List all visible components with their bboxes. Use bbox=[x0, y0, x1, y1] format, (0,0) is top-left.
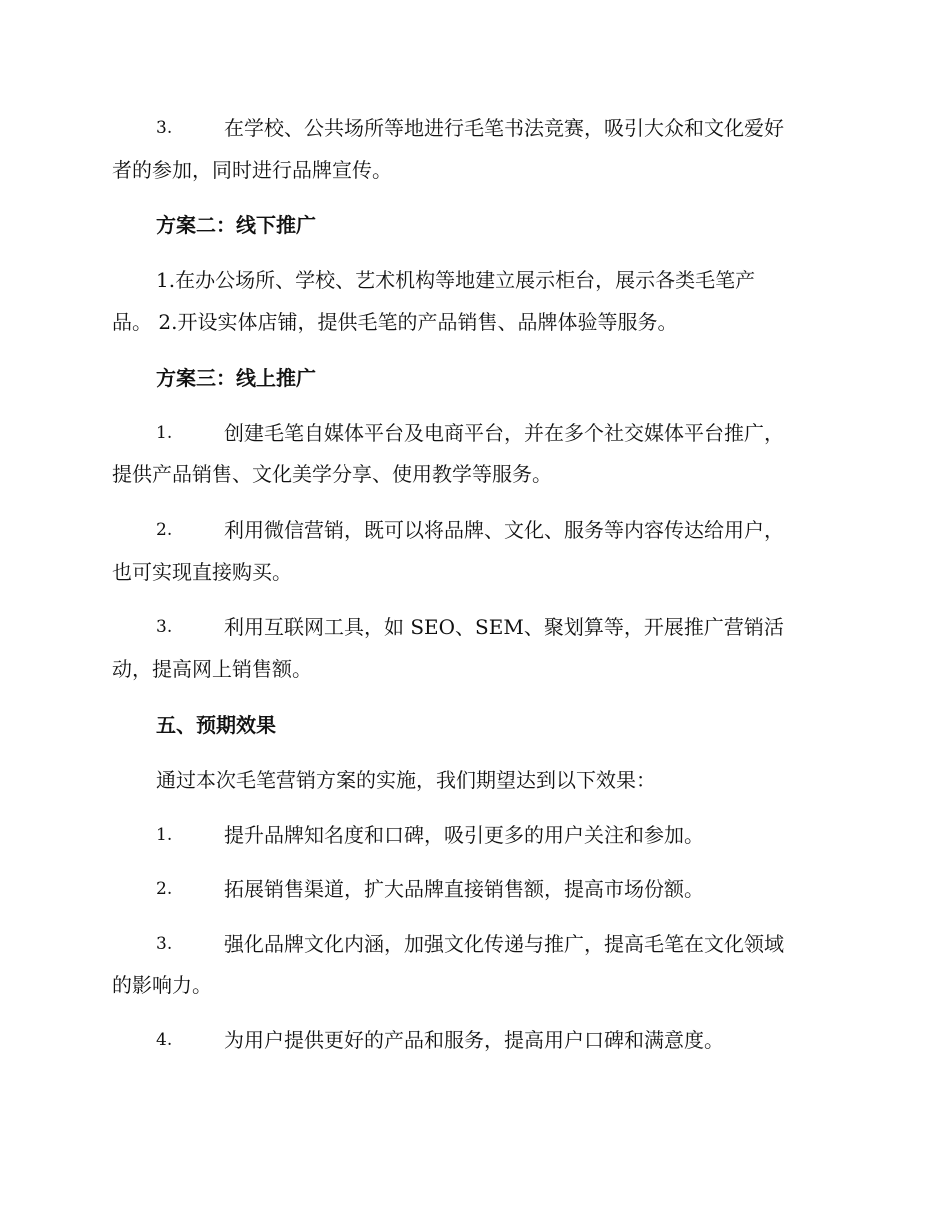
section-heading: 五、预期效果 bbox=[156, 713, 276, 737]
paragraph-line: 1.在办公场所、学校、艺术机构等地建立展示柜台，展示各类毛笔产 bbox=[156, 268, 756, 292]
list-number: 3. bbox=[156, 617, 173, 637]
list-item-text: 拓展销售渠道，扩大品牌直接销售额，提高市场份额。 bbox=[224, 877, 704, 901]
list-number: 2. bbox=[156, 879, 173, 899]
paragraph-line: 利用微信营销，既可以将品牌、文化、服务等内容传达给用户， bbox=[224, 518, 784, 542]
paragraph-line: 也可实现直接购买。 bbox=[112, 560, 292, 584]
section-heading: 方案二：线下推广 bbox=[156, 213, 316, 237]
list-number: 1. bbox=[156, 825, 173, 845]
list-item-text: 为用户提供更好的产品和服务，提高用户口碑和满意度。 bbox=[224, 1028, 724, 1052]
paragraph-line: 在学校、公共场所等地进行毛笔书法竞赛，吸引大众和文化爱好 bbox=[224, 116, 784, 140]
list-number: 4. bbox=[156, 1030, 173, 1050]
list-item-text: 的影响力。 bbox=[112, 973, 212, 997]
paragraph-line: 通过本次毛笔营销方案的实施，我们期望达到以下效果： bbox=[156, 768, 656, 792]
list-item-text: 强化品牌文化内涵，加强文化传递与推广，提高毛笔在文化领域 bbox=[224, 932, 784, 956]
paragraph-line: 创建毛笔自媒体平台及电商平台，并在多个社交媒体平台推广， bbox=[224, 421, 784, 445]
section-heading: 方案三：线上推广 bbox=[156, 366, 316, 390]
paragraph-line: 动，提高网上销售额。 bbox=[112, 657, 312, 681]
list-number: 1. bbox=[156, 423, 173, 443]
paragraph-line: 提供产品销售、文化美学分享、使用教学等服务。 bbox=[112, 462, 552, 486]
list-number: 3. bbox=[156, 118, 173, 138]
paragraph-line: 品。 2.开设实体店铺，提供毛笔的产品销售、品牌体验等服务。 bbox=[112, 310, 678, 334]
paragraph-line: 者的参加，同时进行品牌宣传。 bbox=[112, 158, 392, 182]
paragraph-line: 利用互联网工具，如 SEO、SEM、聚划算等，开展推广营销活 bbox=[224, 615, 784, 639]
list-number: 3. bbox=[156, 934, 173, 954]
list-number: 2. bbox=[156, 520, 173, 540]
list-item-text: 提升品牌知名度和口碑，吸引更多的用户关注和参加。 bbox=[224, 823, 704, 847]
